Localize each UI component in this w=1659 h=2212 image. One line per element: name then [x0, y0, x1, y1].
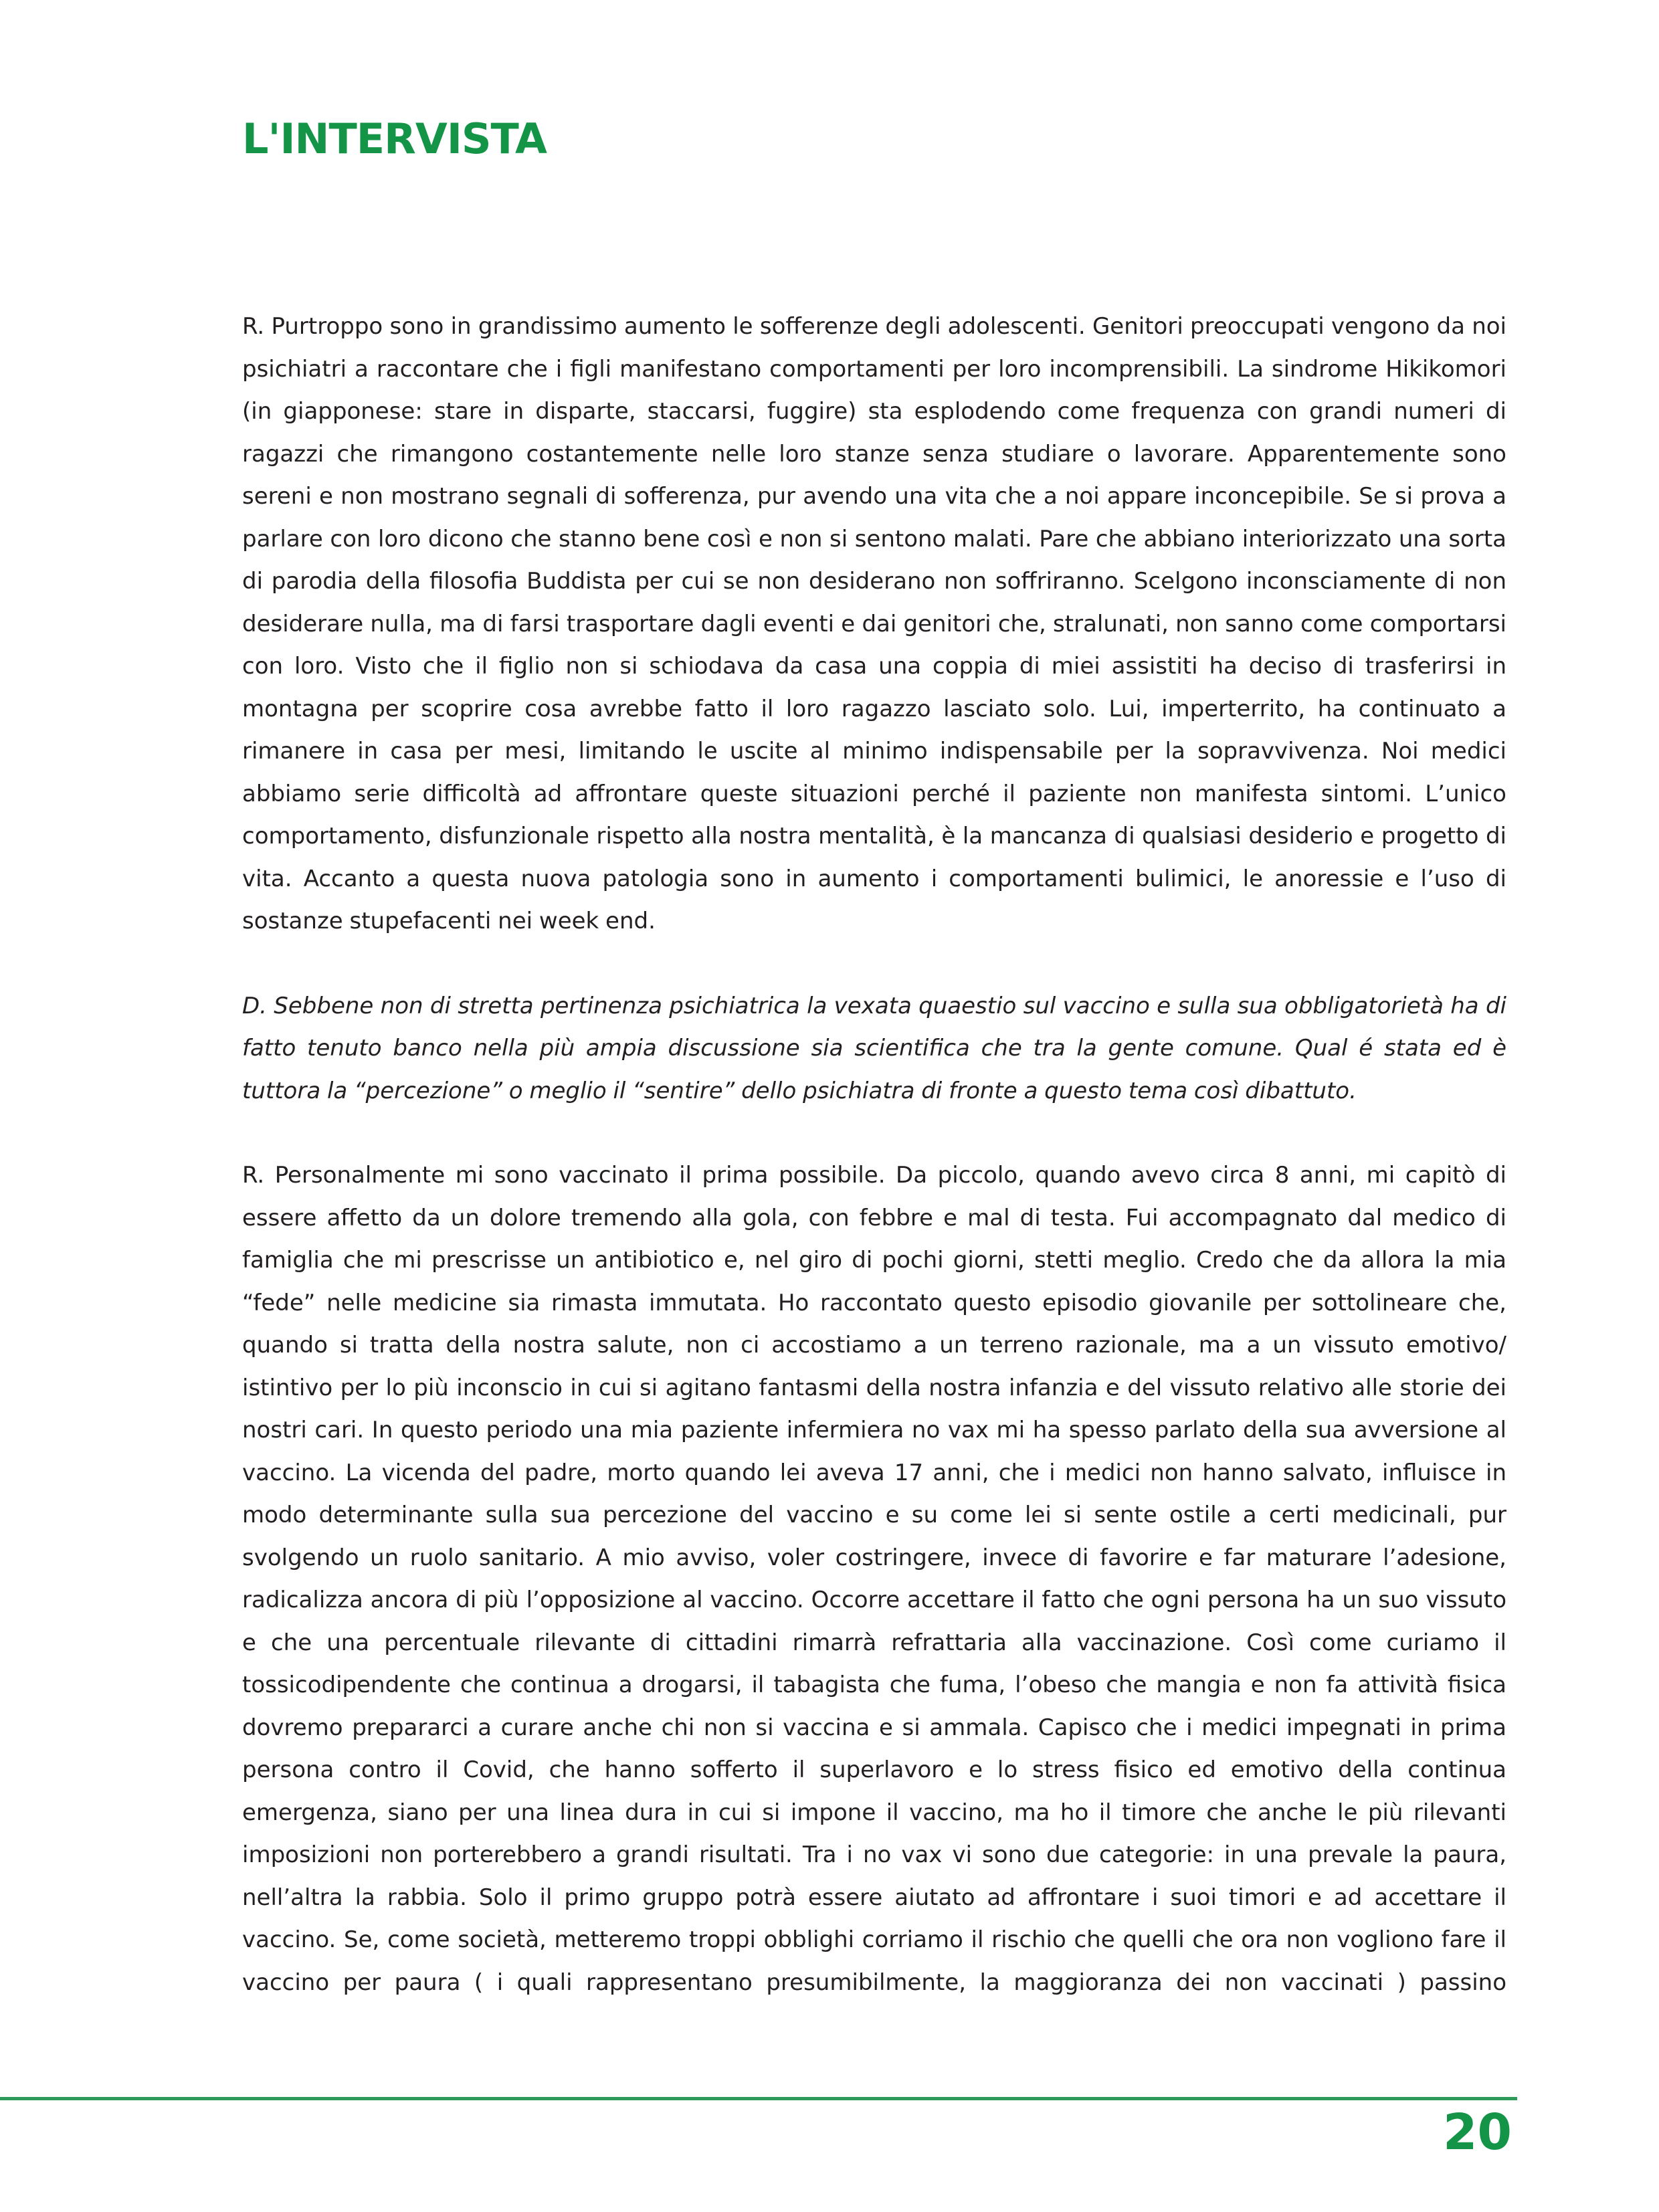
page-number: 20 [1443, 2104, 1512, 2161]
question-paragraph: D. Sebbene non di stretta pertinenza psichiatrica la vexata quaestio sul vaccino e sulla sua obbligatorietà ha di fatto tenuto banco nella più ampia discussione sia scientifica che tra la gente comune. Qual é stata ed è tuttora la “percezione” o meglio il “sentire” dello psichiatra di fronte a questo tema così dibattuto. [242, 992, 1506, 1104]
section-title: L'INTERVISTA [242, 114, 547, 163]
paragraph-spacer [242, 1112, 1506, 1154]
answer-paragraph-2: R. Personalmente mi sono vaccinato il prima possibile. Da piccolo, quando avevo circa 8 anni, mi capitò di essere affetto da un dolore tremendo alla gola, con febbre e mal di testa. Fui accompagnato dal medico di famiglia che mi prescrisse un antibiotico e, nel giro di pochi giorni, stetti meglio. Credo che da allora la mia “fede” nelle medicine sia rimasta immutata. Ho raccontato questo episodio giovanile per sottolineare che, quando si tratta della nostra salute, non ci accostiamo a un terreno razionale, ma a un vissuto emotivo/ istintivo per lo più inconscio in cui si agitano fantasmi della nostra infanzia e del vissuto relativo alle storie dei nostri cari. In questo periodo una mia paziente infermiera no vax mi ha spesso parlato della sua avversione al vaccino. La vicenda del padre, morto quando lei aveva 17 anni, che i medici non hanno salvato, influisce in modo determinante sulla sua percezione del vaccino e su come lei si sente ostile a certi medicinali, pur svolgendo un ruolo sanitario. A mio avviso, voler costringere, invece di favorire e far maturare l’adesione, radicalizza ancora di più l’opposizione al vaccino. Occorre accettare il fatto che ogni persona ha un suo vissuto e che una percentuale rilevante di cittadini rimarrà refrattaria alla vaccinazione. Così come curiamo il tossicodipendente che continua a drogarsi, il tabagista che fuma, l’obeso che mangia e non fa attività fisica dovremo prepararci a curare anche chi non si vaccina e si ammala. Capisco che i medici impegnati in prima persona contro il Covid, che hanno sofferto il superlavoro e lo stress fisico ed emotivo della continua emergenza, siano per una linea dura in cui si impone il vaccino, ma ho il timore che anche le più rilevanti imposizioni non porterebbero a grandi risultati. Tra i no vax vi sono due categorie: in una prevale la paura, nell’altra la rabbia. Solo il primo gruppo potrà essere aiutato ad affrontare i suoi timori e ad accettare il vaccino. Se, come società, metteremo troppi obblighi corriamo il rischio che quelli che ora non vogliono fare il vaccino per paura ( i quali rappresentano presumibilmente, la maggioranza dei non vaccinati ) passino [242, 1162, 1506, 1996]
paragraph-spacer [242, 943, 1506, 985]
answer-paragraph-1: R. Purtroppo sono in grandissimo aumento le sofferenze degli adolescenti. Genitori preoccupati vengono da noi psichiatri a raccontare che i figli manifestano comportamenti per loro incomprensibili. La sindrome Hikikomori (in giapponese: stare in disparte, staccarsi, fuggire) sta esplodendo come frequenza con grandi numeri di ragazzi che rimangono costantemente nelle loro stanze senza studiare o lavorare. Apparentemente sono sereni e non mostrano segnali di sofferenza, pur avendo una vita che a noi appare inconcepibile. Se si prova a parlare con loro dicono che stanno bene così e non si sentono malati. Pare che abbiano interiorizzato una sorta di parodia della filosofia Buddista per cui se non desiderano non soffriranno. Scelgono inconsciamente di non desiderare nulla, ma di farsi trasportare dagli eventi e dai genitori che, stralunati, non sanno come comportarsi con loro. Visto che il figlio non si schiodava da casa una coppia di miei assistiti ha deciso di trasferirsi in montagna per scoprire cosa avrebbe fatto il loro ragazzo lasciato solo. Lui, imperterrito, ha continuato a rimanere in casa per mesi, limitando le uscite al minimo indispensabile per la sopravvivenza. Noi medici abbiamo serie difficoltà ad affrontare queste situazioni perché il paziente non manifesta sintomi. L’unico comportamento, disfunzionale rispetto alla nostra mentalità, è la mancanza di qualsiasi desiderio e progetto di vita. Accanto a questa nuova patologia sono in aumento i comportamenti bulimici, le anoressie e l’uso di sostanze stupefacenti nei week end. [242, 313, 1506, 934]
article-body [242, 306, 1506, 2004]
footer-divider [0, 2097, 1517, 2100]
